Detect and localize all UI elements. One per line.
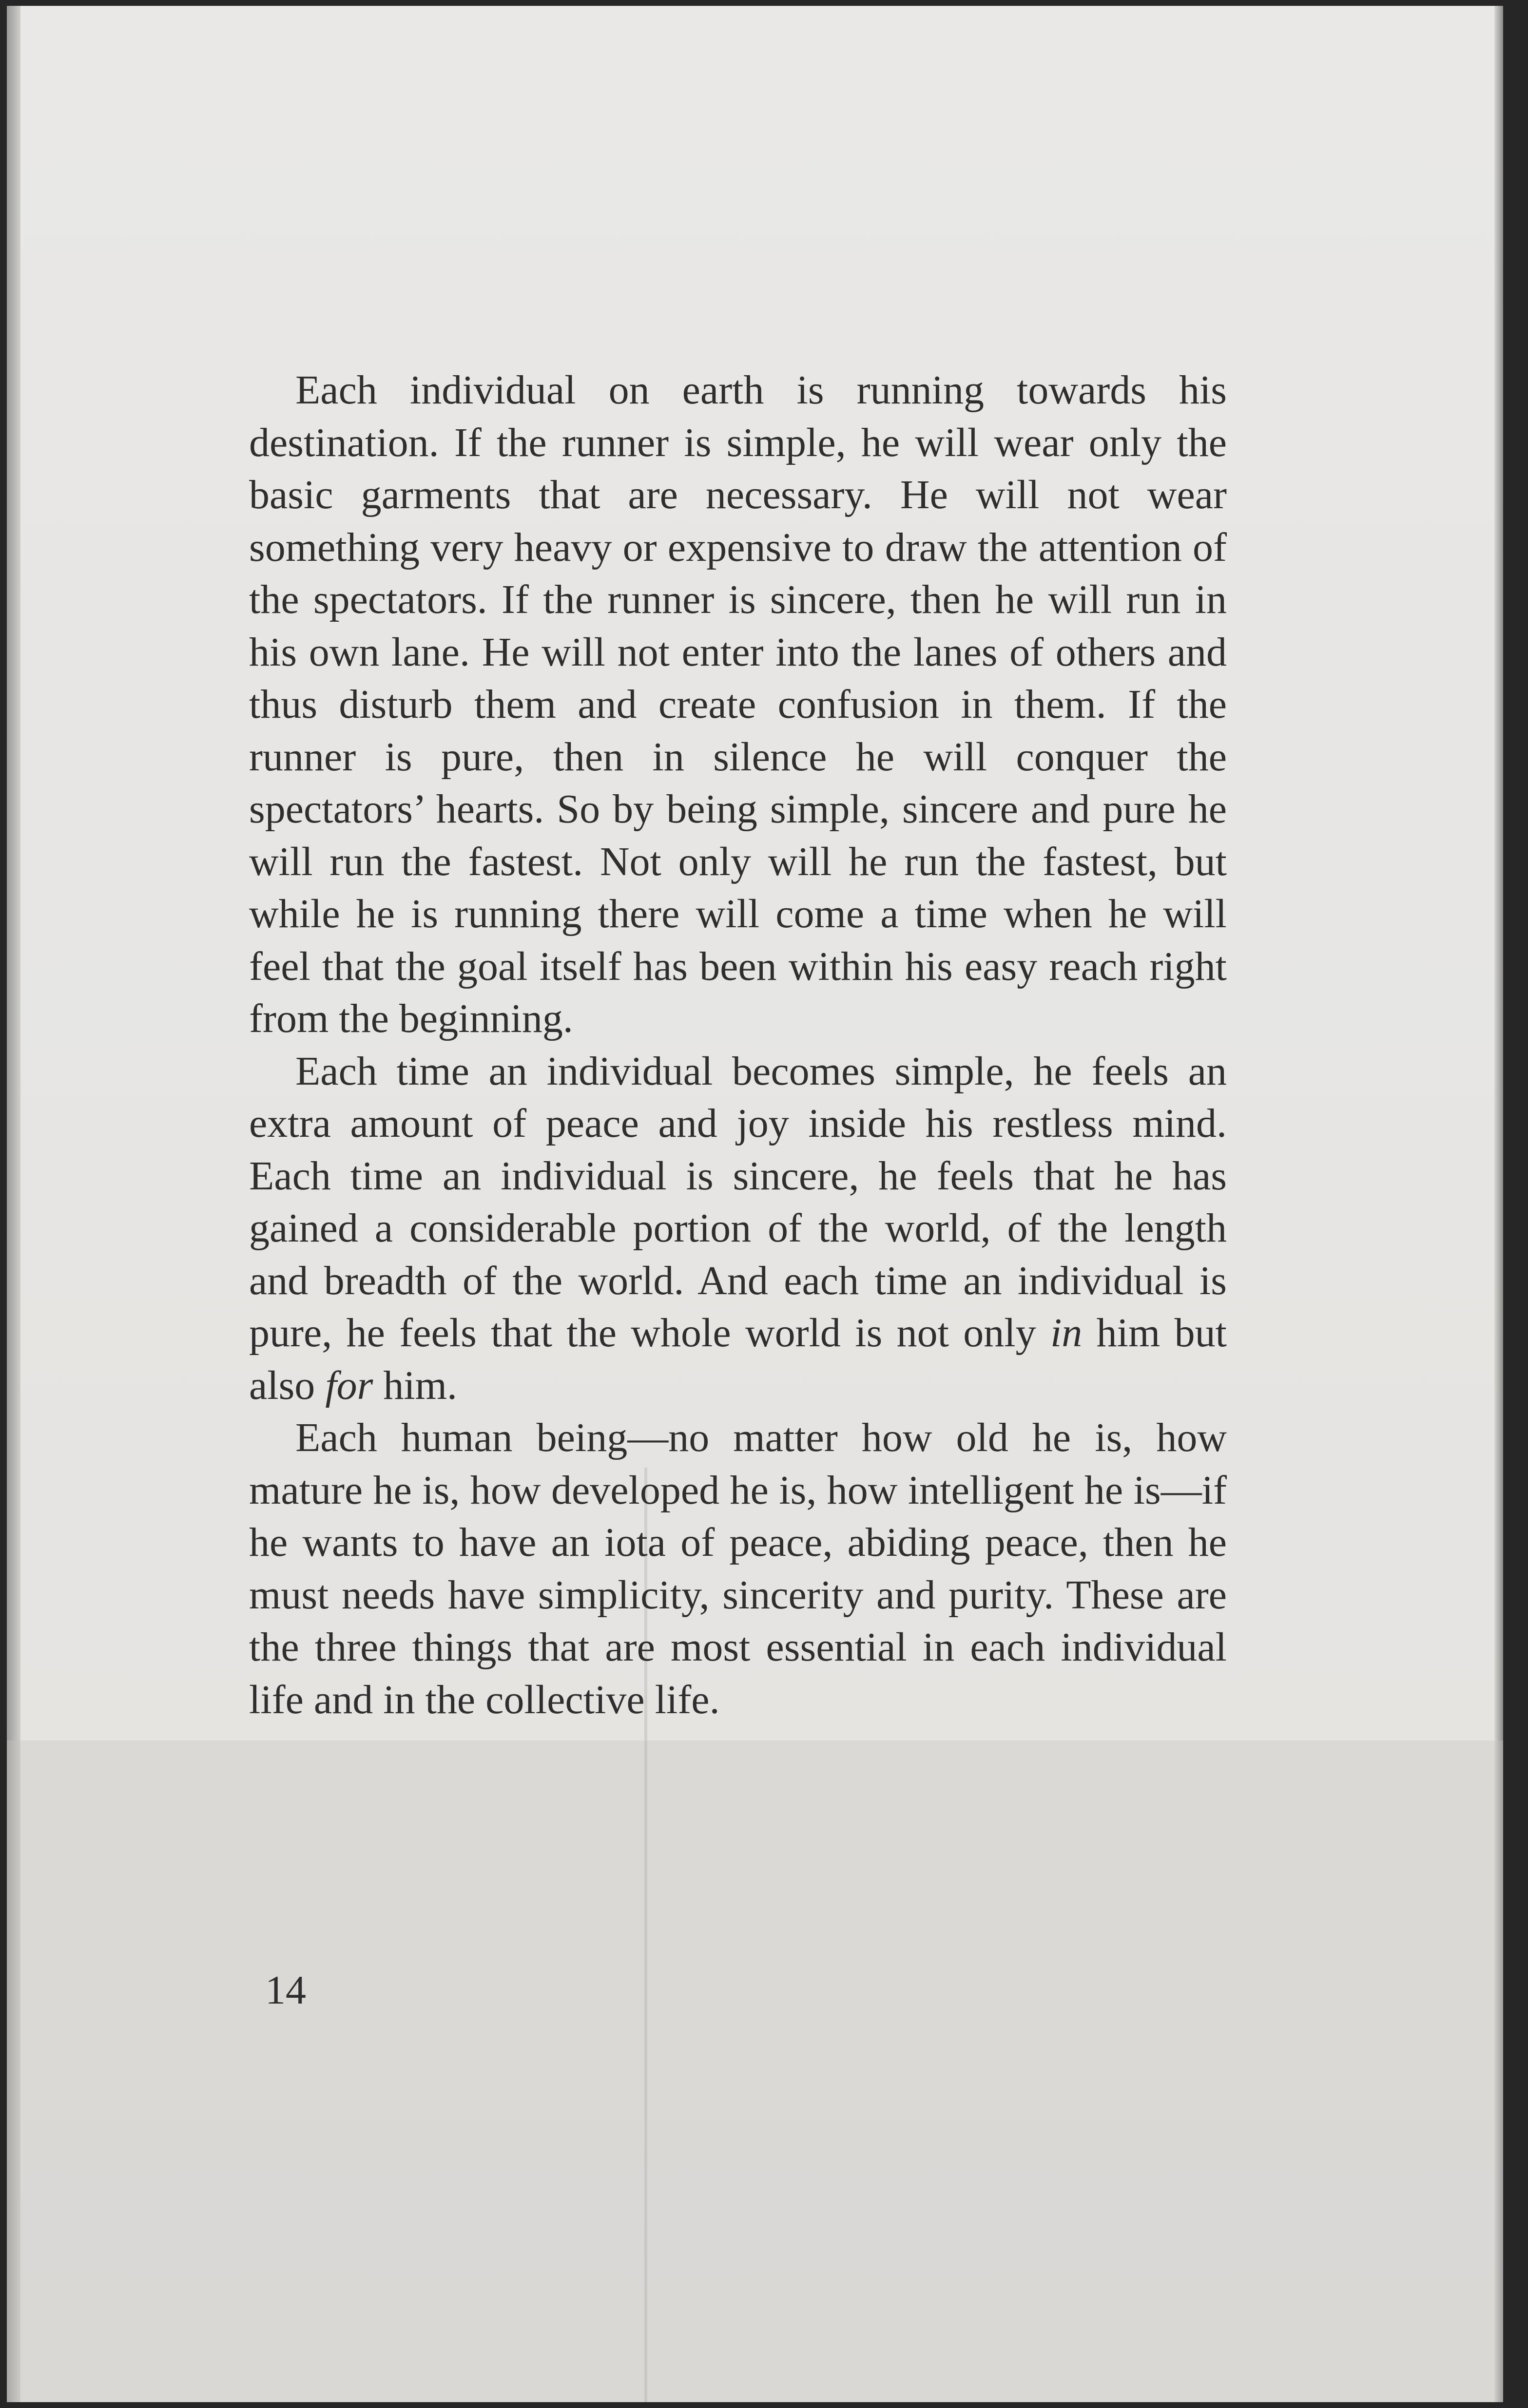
- paragraph-2-text-c: him.: [373, 1362, 458, 1408]
- paragraph-3: [249, 1412, 1227, 1726]
- paragraph-2-text-a: Each time an individual becomes simple, he feels an extra amount of peace and joy inside his restless mind. Each time an individual is sincere, he feels that he has gained a considerable portion of the world, of the length and breadth of the world. And each time an individual is pure, he feels that the whole world is not only: [249, 1048, 1227, 1356]
- page-number: 14: [265, 1968, 306, 2013]
- paragraph-3-text: Each human being—no matter how old he is, how mature he is, how developed he is, how intelligent he is—if he wants to have an iota of peace, abiding peace, then he must needs have simplicity, sincerity and purity. These are the three things that are most essential in each individual life and in the collective life.: [249, 1415, 1227, 1722]
- page-lower-shade: [7, 1740, 1503, 2402]
- body-text: [249, 364, 1227, 1726]
- paragraph-2: [249, 1045, 1227, 1412]
- paragraph-2-text-b: him but also: [249, 1310, 1227, 1408]
- paragraph-2-italic-for: for: [325, 1362, 373, 1408]
- paragraph-1-text: Each individual on earth is running towards his destination. If the runner is simple, he will wear only the basic garments that are necessary. He will not wear something very heavy or expensive to draw the attention of the spectators. If the runner is sincere, then he will run in his own lane. He will not enter into the lanes of others and thus disturb them and create confusion in them. If the runner is pure, then in silence he will conquer the spectators’ hearts. So by being simple, sincere and pure he will run the fastest. Not only will he run the fastest, but while he is running there will come a time when he will feel that the goal itself has been within his easy reach right from the beginning.: [249, 367, 1227, 1041]
- book-page: [7, 6, 1503, 2402]
- paragraph-1: [249, 364, 1227, 1045]
- paragraph-2-italic-in: in: [1050, 1310, 1083, 1356]
